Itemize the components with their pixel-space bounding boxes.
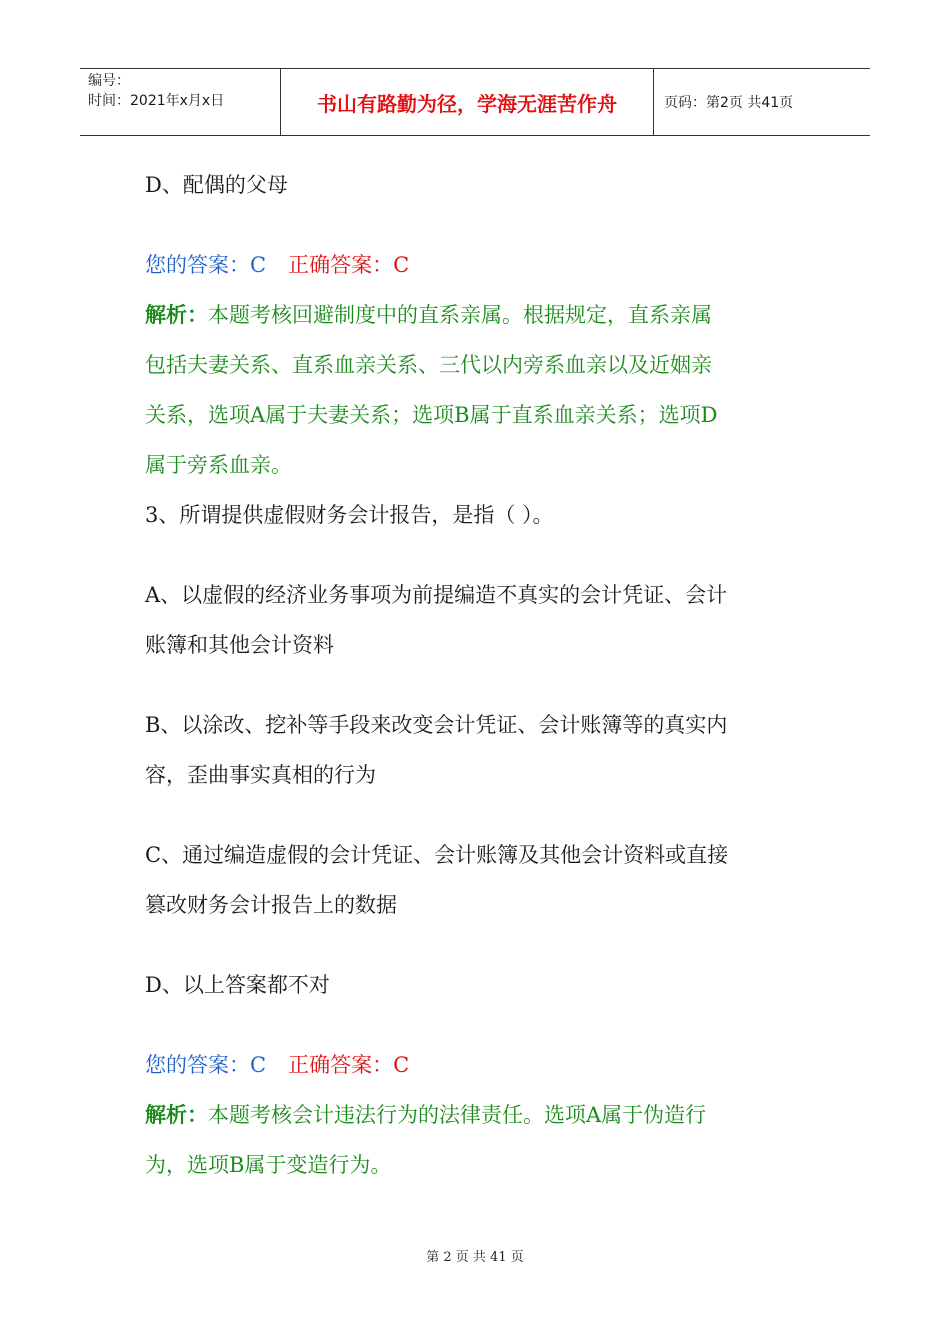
header-motto-cell — [281, 69, 654, 135]
q2-explanation-line-4: 属于旁系血亲。 — [145, 453, 292, 477]
number-label: 编号： — [88, 73, 130, 89]
q3-option-a-line-2: 账簿和其他会计资料 — [145, 633, 334, 657]
your-answer: 您的答案：C — [145, 253, 267, 277]
q2-answer-line — [145, 240, 825, 290]
correct-answer: 正确答案：C — [288, 253, 410, 277]
header-page-info: 页码：第2页 共41页 — [664, 95, 794, 111]
explanation-text: 本题考核会计违法行为的法律责任。选项A属于伪造行 — [208, 1103, 707, 1127]
q2-explanation-line-1 — [145, 290, 825, 340]
q3-explanation-line-2: 为，选项B属于变造行为。 — [145, 1153, 392, 1177]
explanation-text: 本题考核回避制度中的直系亲属。根据规定，直系亲属 — [208, 303, 712, 327]
q3-option-a-line-1: A、以虚假的经济业务事项为前提编造不真实的会计凭证、会计 — [145, 583, 728, 607]
q3-option-b-line-2: 容，歪曲事实真相的行为 — [145, 763, 376, 787]
your-answer: 您的答案：C — [145, 1053, 267, 1077]
explanation-label: 解析： — [145, 302, 208, 327]
motto: 书山有路勤为径，学海无涯苦作舟 — [317, 91, 617, 116]
q3-option-c-line-2: 篡改财务会计报告上的数据 — [145, 893, 397, 917]
page-footer: 第 2 页 共 41 页 — [426, 1250, 524, 1265]
document-body — [145, 160, 825, 1190]
q3-option-d: D、以上答案都不对 — [145, 973, 330, 997]
q3-explanation-line-1 — [145, 1090, 825, 1140]
q2-option-d: D、配偶的父母 — [145, 173, 288, 197]
q2-explanation-line-3: 关系，选项A属于夫妻关系；选项B属于直系血亲关系；选项D — [145, 403, 718, 427]
explanation-label: 解析： — [145, 1102, 208, 1127]
time-label: 时间：2021年x月x日 — [88, 93, 225, 109]
correct-answer: 正确答案：C — [288, 1053, 410, 1077]
header-meta — [80, 69, 281, 135]
q3-question: 3、所谓提供虚假财务会计报告，是指（ ）。 — [145, 503, 554, 527]
q3-option-c-line-1: C、通过编造虚假的会计凭证、会计账簿及其他会计资料或直接 — [145, 843, 729, 867]
q3-answer-line — [145, 1040, 825, 1090]
q2-explanation-line-2: 包括夫妻关系、直系血亲关系、三代以内旁系血亲以及近姻亲 — [145, 353, 712, 377]
q3-option-b-line-1: B、以涂改、挖补等手段来改变会计凭证、会计账簿等的真实内 — [145, 713, 728, 737]
page-header — [80, 68, 870, 136]
